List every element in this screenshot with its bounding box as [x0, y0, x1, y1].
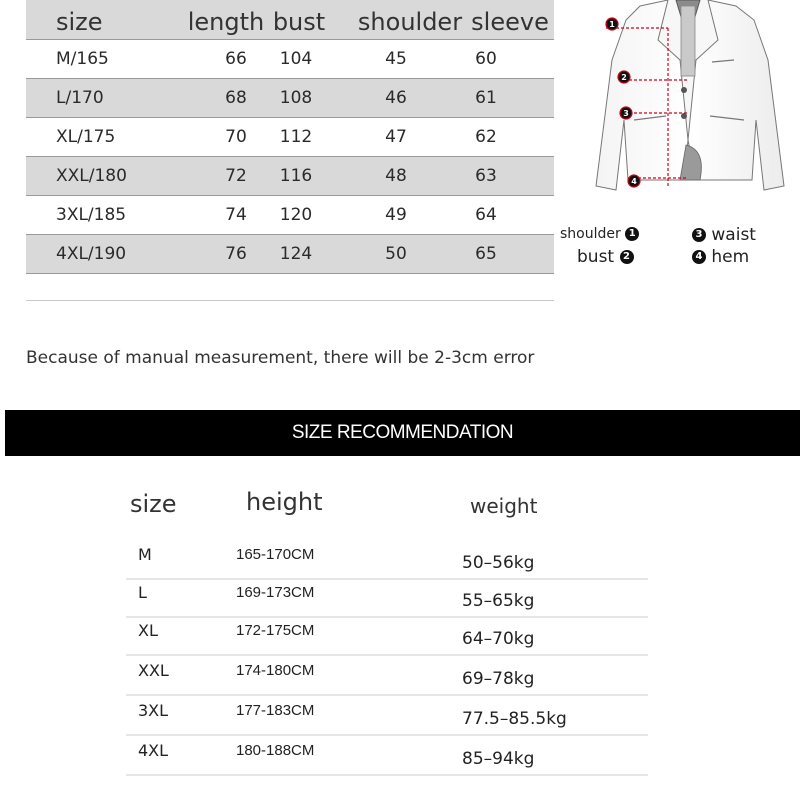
cell-bust: 124 [279, 244, 313, 264]
header-size: size [56, 8, 103, 36]
header-bust: bust [272, 8, 326, 36]
table-row [126, 696, 648, 736]
button-shape [681, 113, 687, 119]
rec-cell-weight: 69–78kg [462, 669, 535, 689]
rec-cell-weight: 85–94kg [462, 749, 535, 769]
rec-cell-size: L [138, 583, 147, 602]
legend-number-icon: 1 [625, 227, 639, 241]
size-chart-header-row [26, 0, 554, 40]
table-row [26, 235, 554, 274]
legend-number-icon: 3 [692, 228, 706, 242]
table-row [26, 196, 554, 235]
cell-size: 3XL/185 [56, 205, 127, 225]
rec-cell-height: 180-188CM [236, 742, 315, 759]
jacket-measurement-illustration [588, 0, 800, 200]
rec-cell-weight: 50–56kg [462, 553, 535, 573]
rec-cell-weight: 55–65kg [462, 591, 535, 611]
table-row [126, 578, 648, 618]
cell-length: 72 [225, 166, 247, 186]
banner-title: SIZE RECOMMENDATION [291, 422, 514, 443]
cell-size: 4XL/190 [56, 244, 127, 264]
cell-sleeve: 61 [475, 88, 497, 108]
cell-sleeve: 62 [475, 127, 497, 147]
measurement-error-note: Because of manual measurement, there will be 2-3cm error [26, 348, 535, 368]
cell-bust: 116 [279, 166, 313, 186]
legend-hem [692, 247, 749, 267]
cell-shoulder: 47 [385, 127, 407, 147]
cell-shoulder: 48 [385, 166, 407, 186]
rec-cell-height: 174-180CM [236, 662, 315, 679]
cell-sleeve: 64 [475, 205, 497, 225]
table-divider [26, 300, 554, 301]
rec-cell-size: 3XL [138, 701, 169, 720]
table-row [126, 616, 648, 656]
rec-cell-weight: 64–70kg [462, 629, 535, 649]
rec-cell-size: M [138, 545, 152, 564]
legend-label: hem [711, 247, 750, 267]
cell-size: L/170 [56, 88, 104, 108]
size-recommendation-banner [5, 410, 800, 456]
cell-bust: 104 [279, 49, 313, 69]
rec-header-weight: weight [470, 494, 538, 518]
rec-cell-height: 165-170CM [236, 546, 315, 563]
header-length: length [187, 8, 265, 36]
rec-cell-height: 172-175CM [236, 622, 315, 639]
rec-cell-size: 4XL [138, 741, 169, 760]
marker-3-label: 3 [623, 109, 629, 118]
rec-cell-height: 177-183CM [236, 702, 315, 719]
cell-shoulder: 46 [385, 88, 407, 108]
size-chart-table [26, 0, 554, 270]
header-sleeve: sleeve [471, 8, 549, 36]
rec-cell-height: 169-173CM [236, 584, 315, 601]
cell-length: 70 [225, 127, 247, 147]
cell-sleeve: 60 [475, 49, 497, 69]
marker-4-label: 4 [631, 177, 637, 186]
button-shape [681, 87, 687, 93]
table-row [26, 79, 554, 118]
rec-cell-size: XL [138, 621, 158, 640]
header-shoulder: shoulder [357, 8, 463, 36]
legend-number-icon: 2 [620, 250, 634, 264]
cell-shoulder: 49 [385, 205, 407, 225]
rec-cell-size: XXL [138, 661, 169, 680]
legend-label: shoulder [560, 226, 621, 242]
legend-bust [577, 247, 634, 267]
table-row [26, 157, 554, 196]
cell-length: 68 [225, 88, 247, 108]
table-row [126, 736, 648, 776]
marker-1-label: 1 [609, 20, 615, 29]
table-row [126, 656, 648, 696]
cell-size: XXL/180 [56, 166, 127, 186]
cell-size: XL/175 [56, 127, 116, 147]
cell-sleeve: 63 [475, 166, 497, 186]
legend-number-icon: 4 [692, 250, 706, 264]
rec-header-height: height [246, 488, 323, 516]
table-row [126, 540, 648, 580]
cell-length: 66 [225, 49, 247, 69]
cell-sleeve: 65 [475, 244, 497, 264]
marker-2-label: 2 [621, 73, 627, 82]
inner-label-shape [681, 6, 695, 76]
rec-cell-weight: 77.5–85.5kg [462, 709, 567, 729]
cell-length: 74 [225, 205, 247, 225]
cell-bust: 112 [279, 127, 313, 147]
rec-header-size: size [130, 490, 177, 518]
legend-waist [692, 225, 756, 245]
cell-bust: 108 [279, 88, 313, 108]
table-row [26, 118, 554, 157]
legend-label: waist [711, 225, 756, 245]
cell-length: 76 [225, 244, 247, 264]
cell-bust: 120 [279, 205, 313, 225]
table-row [26, 40, 554, 79]
cell-size: M/165 [56, 49, 109, 69]
legend-label: bust [577, 247, 615, 267]
cell-shoulder: 45 [385, 49, 407, 69]
cell-shoulder: 50 [385, 244, 407, 264]
legend-shoulder [560, 226, 639, 242]
